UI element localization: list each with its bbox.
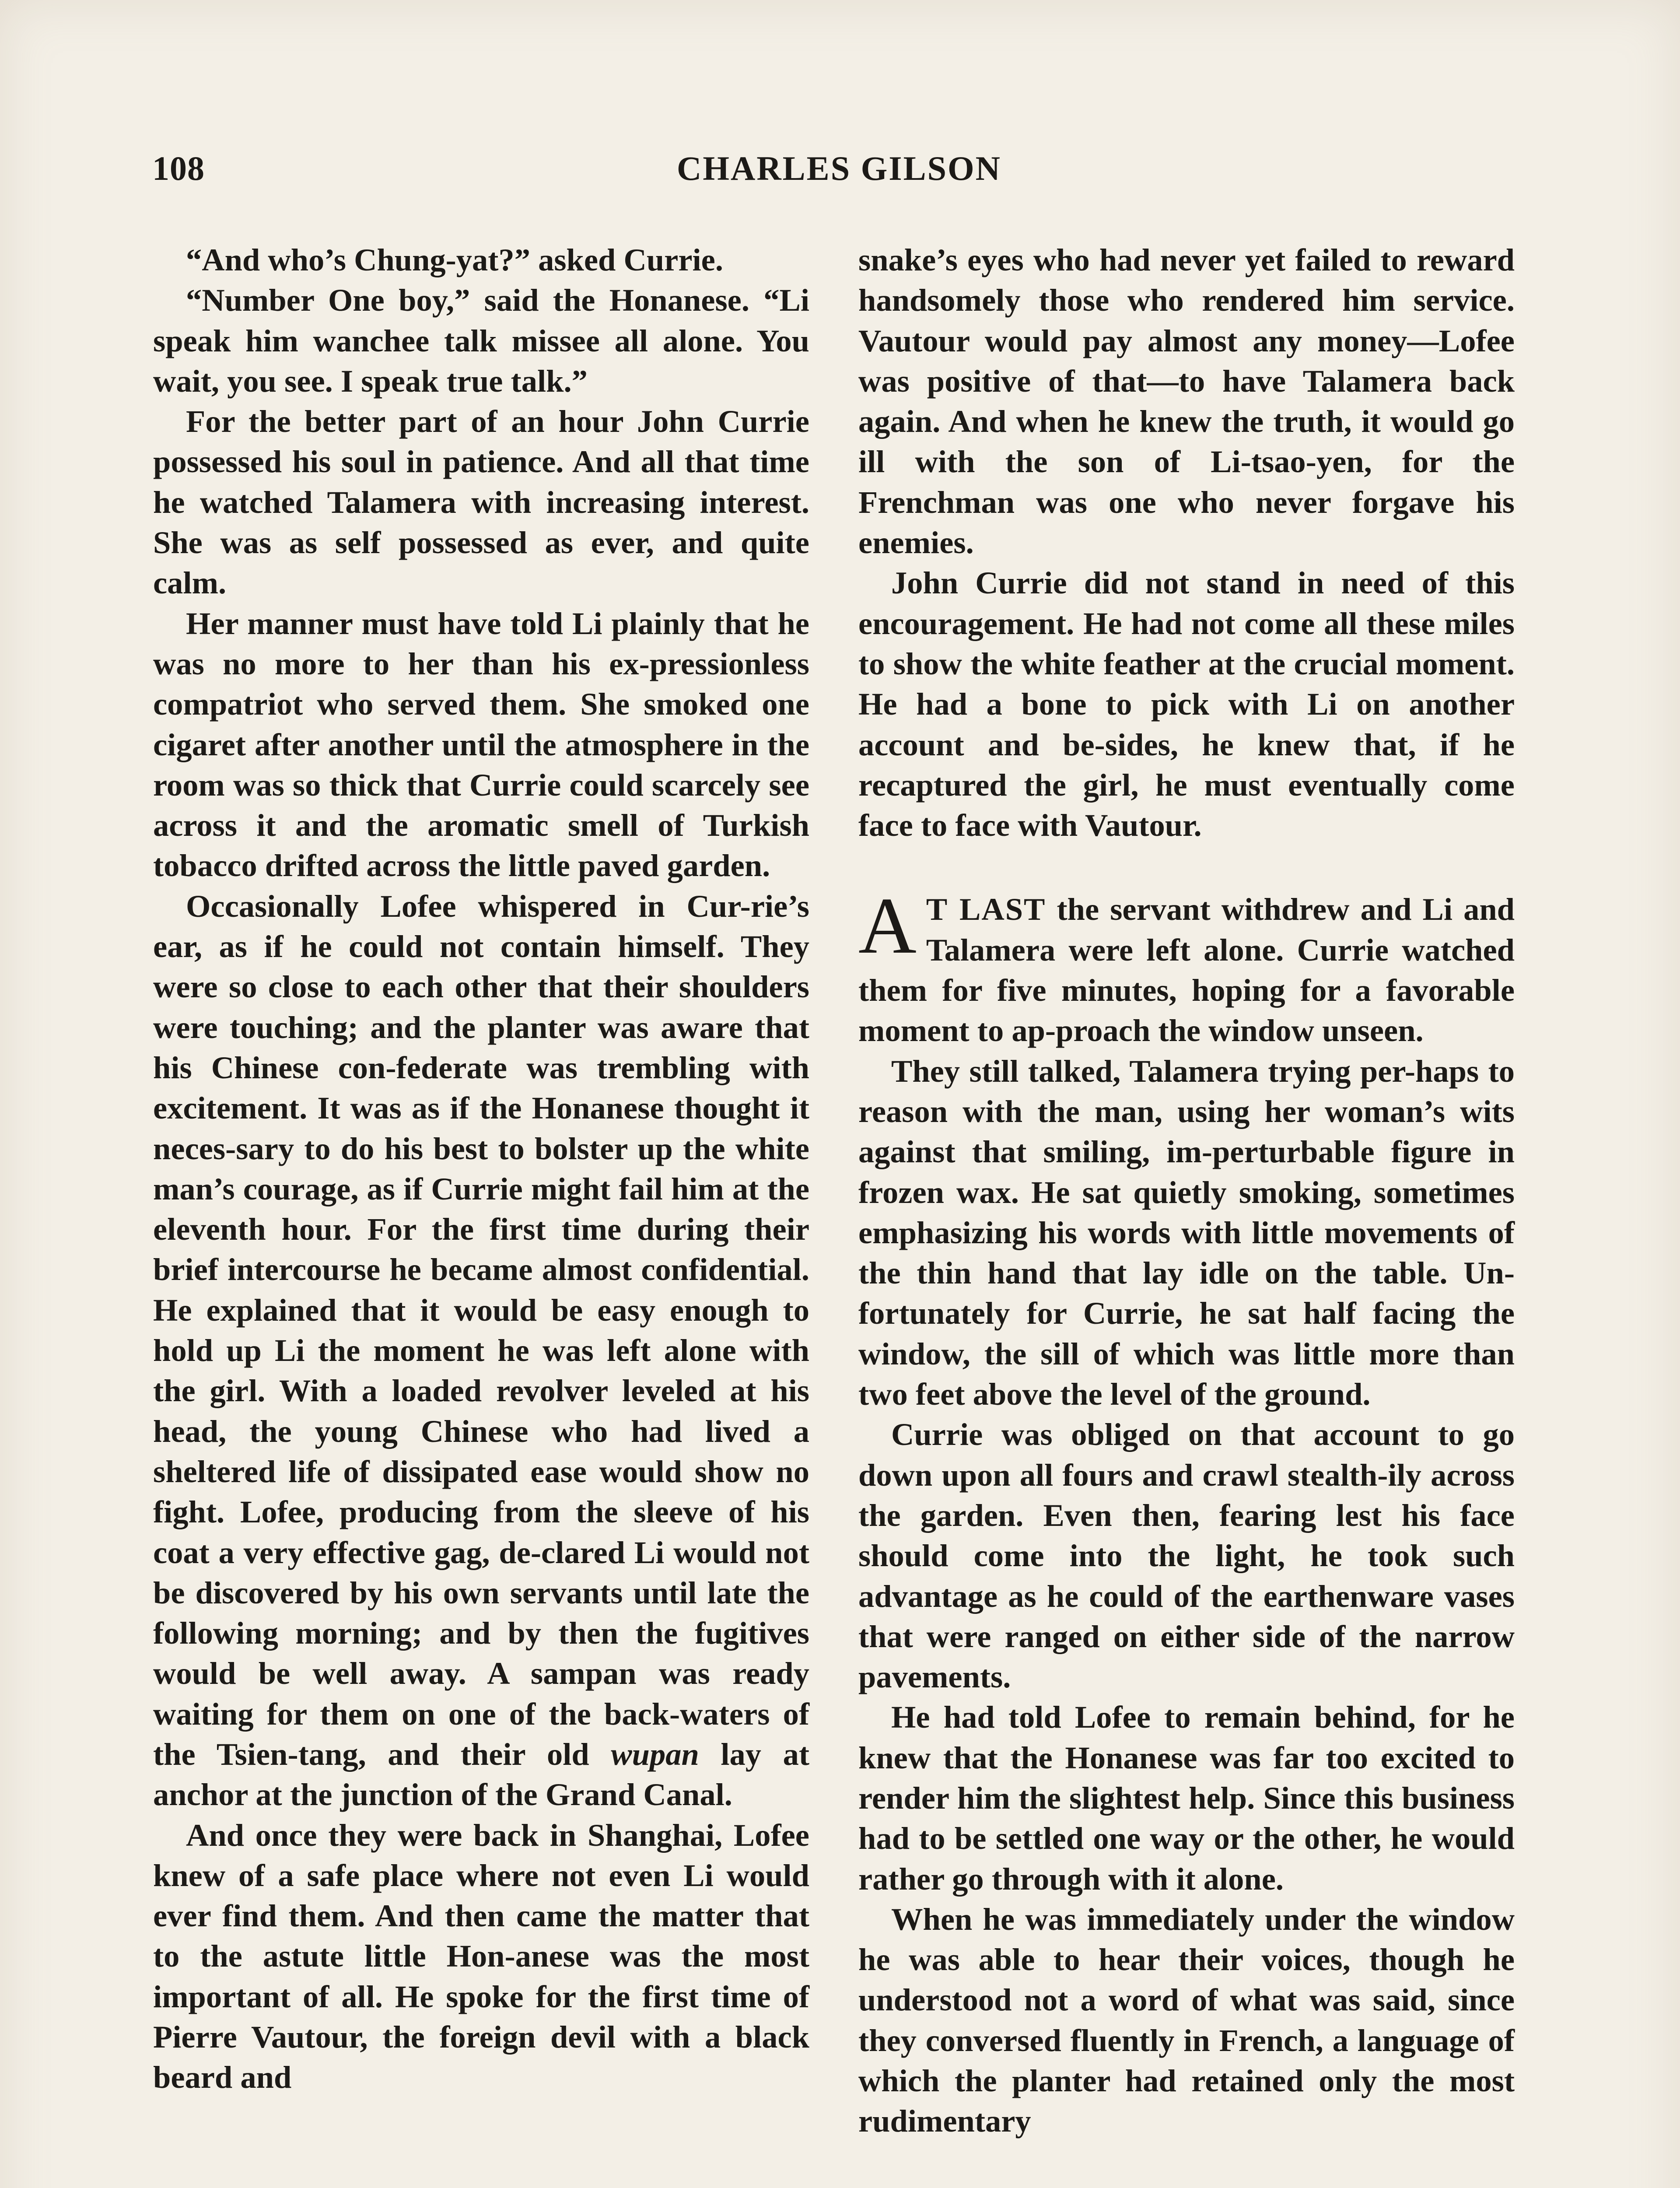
right-column <box>858 240 1515 2142</box>
running-head: CHARLES GILSON <box>676 149 1002 187</box>
paragraph: “And who’s Chung-yat?” asked Currie. <box>186 242 723 277</box>
page-number: 108 <box>152 149 205 187</box>
drop-cap: A <box>858 881 917 971</box>
paragraph-text: the servant withdrew and Li and Talamera were left alone. Currie watched them for five minutes, hoping for a favorable moment to ap-proach the window unseen. <box>858 891 1515 1048</box>
paragraph: snake’s eyes who had never yet failed to reward handsomely those who rendered him service. Vautour would pay almost any money—Lofee was positive of that—to have Talamera back again. And when he knew the truth, it would go ill with the son of Li-tsao-yen, for the Frenchman was one who never forgave his enemies. <box>858 242 1515 561</box>
paragraph: When he was immediately under the window he was able to hear their voices, though he understood not a word of what was said, since they conversed fluently in French, a language of which the planter had retained only the most rudimentary <box>858 1901 1515 2139</box>
paragraph: “Number One boy,” said the Honanese. “Li speak him wanchee talk missee all alone. You wait, you see. I speak true talk.” <box>153 282 809 399</box>
paragraph <box>153 886 809 1815</box>
italic-term: wupan <box>611 1736 699 1772</box>
paragraph: And once they were back in Shanghai, Lofee knew of a safe place where not even Li would ever find them. And then came the matter that to the astute little Hon-anese was the most important of all. He spoke for the first time of Pierre Vautour, the foreign devil with a black beard and <box>153 1817 809 2095</box>
paragraph: They still talked, Talamera trying per-haps to reason with the man, using her woman’s wits against that smiling, im-perturbable figure in frozen wax. He sat quietly smoking, sometimes emphasizing his words with little movements of the thin hand that lay idle on the table. Un-fortunately for Currie, he sat half facing the window, the sill of which was little more than two feet above the level of the ground. <box>858 1053 1515 1412</box>
paragraph: For the better part of an hour John Currie possessed his soul in patience. And all that time he watched Talamera with increasing interest. She was as self possessed as ever, and quite calm. <box>153 403 809 601</box>
paragraph: John Currie did not stand in need of this encouragement. He had not come all these miles to show the white feather at the crucial moment. He had a bone to pick with Li on another account and be-sides, he knew that, if he recaptured the girl, he must eventually come face to face with Vautour. <box>858 565 1515 843</box>
paragraph-text: lay at anchor at the junction of the Grand Canal. <box>153 1736 810 1813</box>
paragraph: Currie was obliged on that account to go down upon all fours and crawl stealth-ily across the garden. Even then, fearing lest his face should come into the light, he took such advantage as he could of the earthenware vases that were ranged on either side of the narrow pavements. <box>858 1417 1515 1695</box>
section-break <box>858 845 1515 889</box>
paragraph: He had told Lofee to remain behind, for he knew that the Honanese was far too excited to render him the slightest help. Since this business had to be settled one way or the other, he would rather go through with it alone. <box>858 1699 1515 1897</box>
paragraph-drop-cap <box>858 881 1515 1051</box>
left-column <box>153 240 809 2098</box>
paragraph-text: Occasionally Lofee whispered in Cur-rie’s ear, as if he could not contain himself. They were so close to each other that their shoulders were touching; and the planter was aware that his Chinese con-federate was trembling with excitement. It was as if the Honanese thought it neces-sary to do his best to bolster up the white man’s courage, as if Currie might fail him at the eleventh hour. For the first time during their brief intercourse he became almost confidential. He explained that it would be easy enough to hold up Li the moment he was left alone with the girl. With a loaded revolver leveled at his head, the young Chinese who had lived a sheltered life of dissipated ease would show no fight. Lofee, producing from the sleeve of his coat a very effective gag, de-clared Li would not be discovered by his own servants until late the following morning; and by then the fugitives would be well away. A sampan was ready waiting for them on one of the back-waters of the Tsien-tang, and their old <box>153 888 809 1772</box>
paragraph: Her manner must have told Li plainly that he was no more to her than his ex-pressionless compatriot who served them. She smoked one cigaret after another until the atmosphere in the room was so thick that Currie could scarcely see across it and the aromatic smell of Turkish tobacco drifted across the little paved garden. <box>153 605 809 884</box>
lead-caps: T LAST <box>926 891 1046 927</box>
page-header <box>152 149 1526 201</box>
